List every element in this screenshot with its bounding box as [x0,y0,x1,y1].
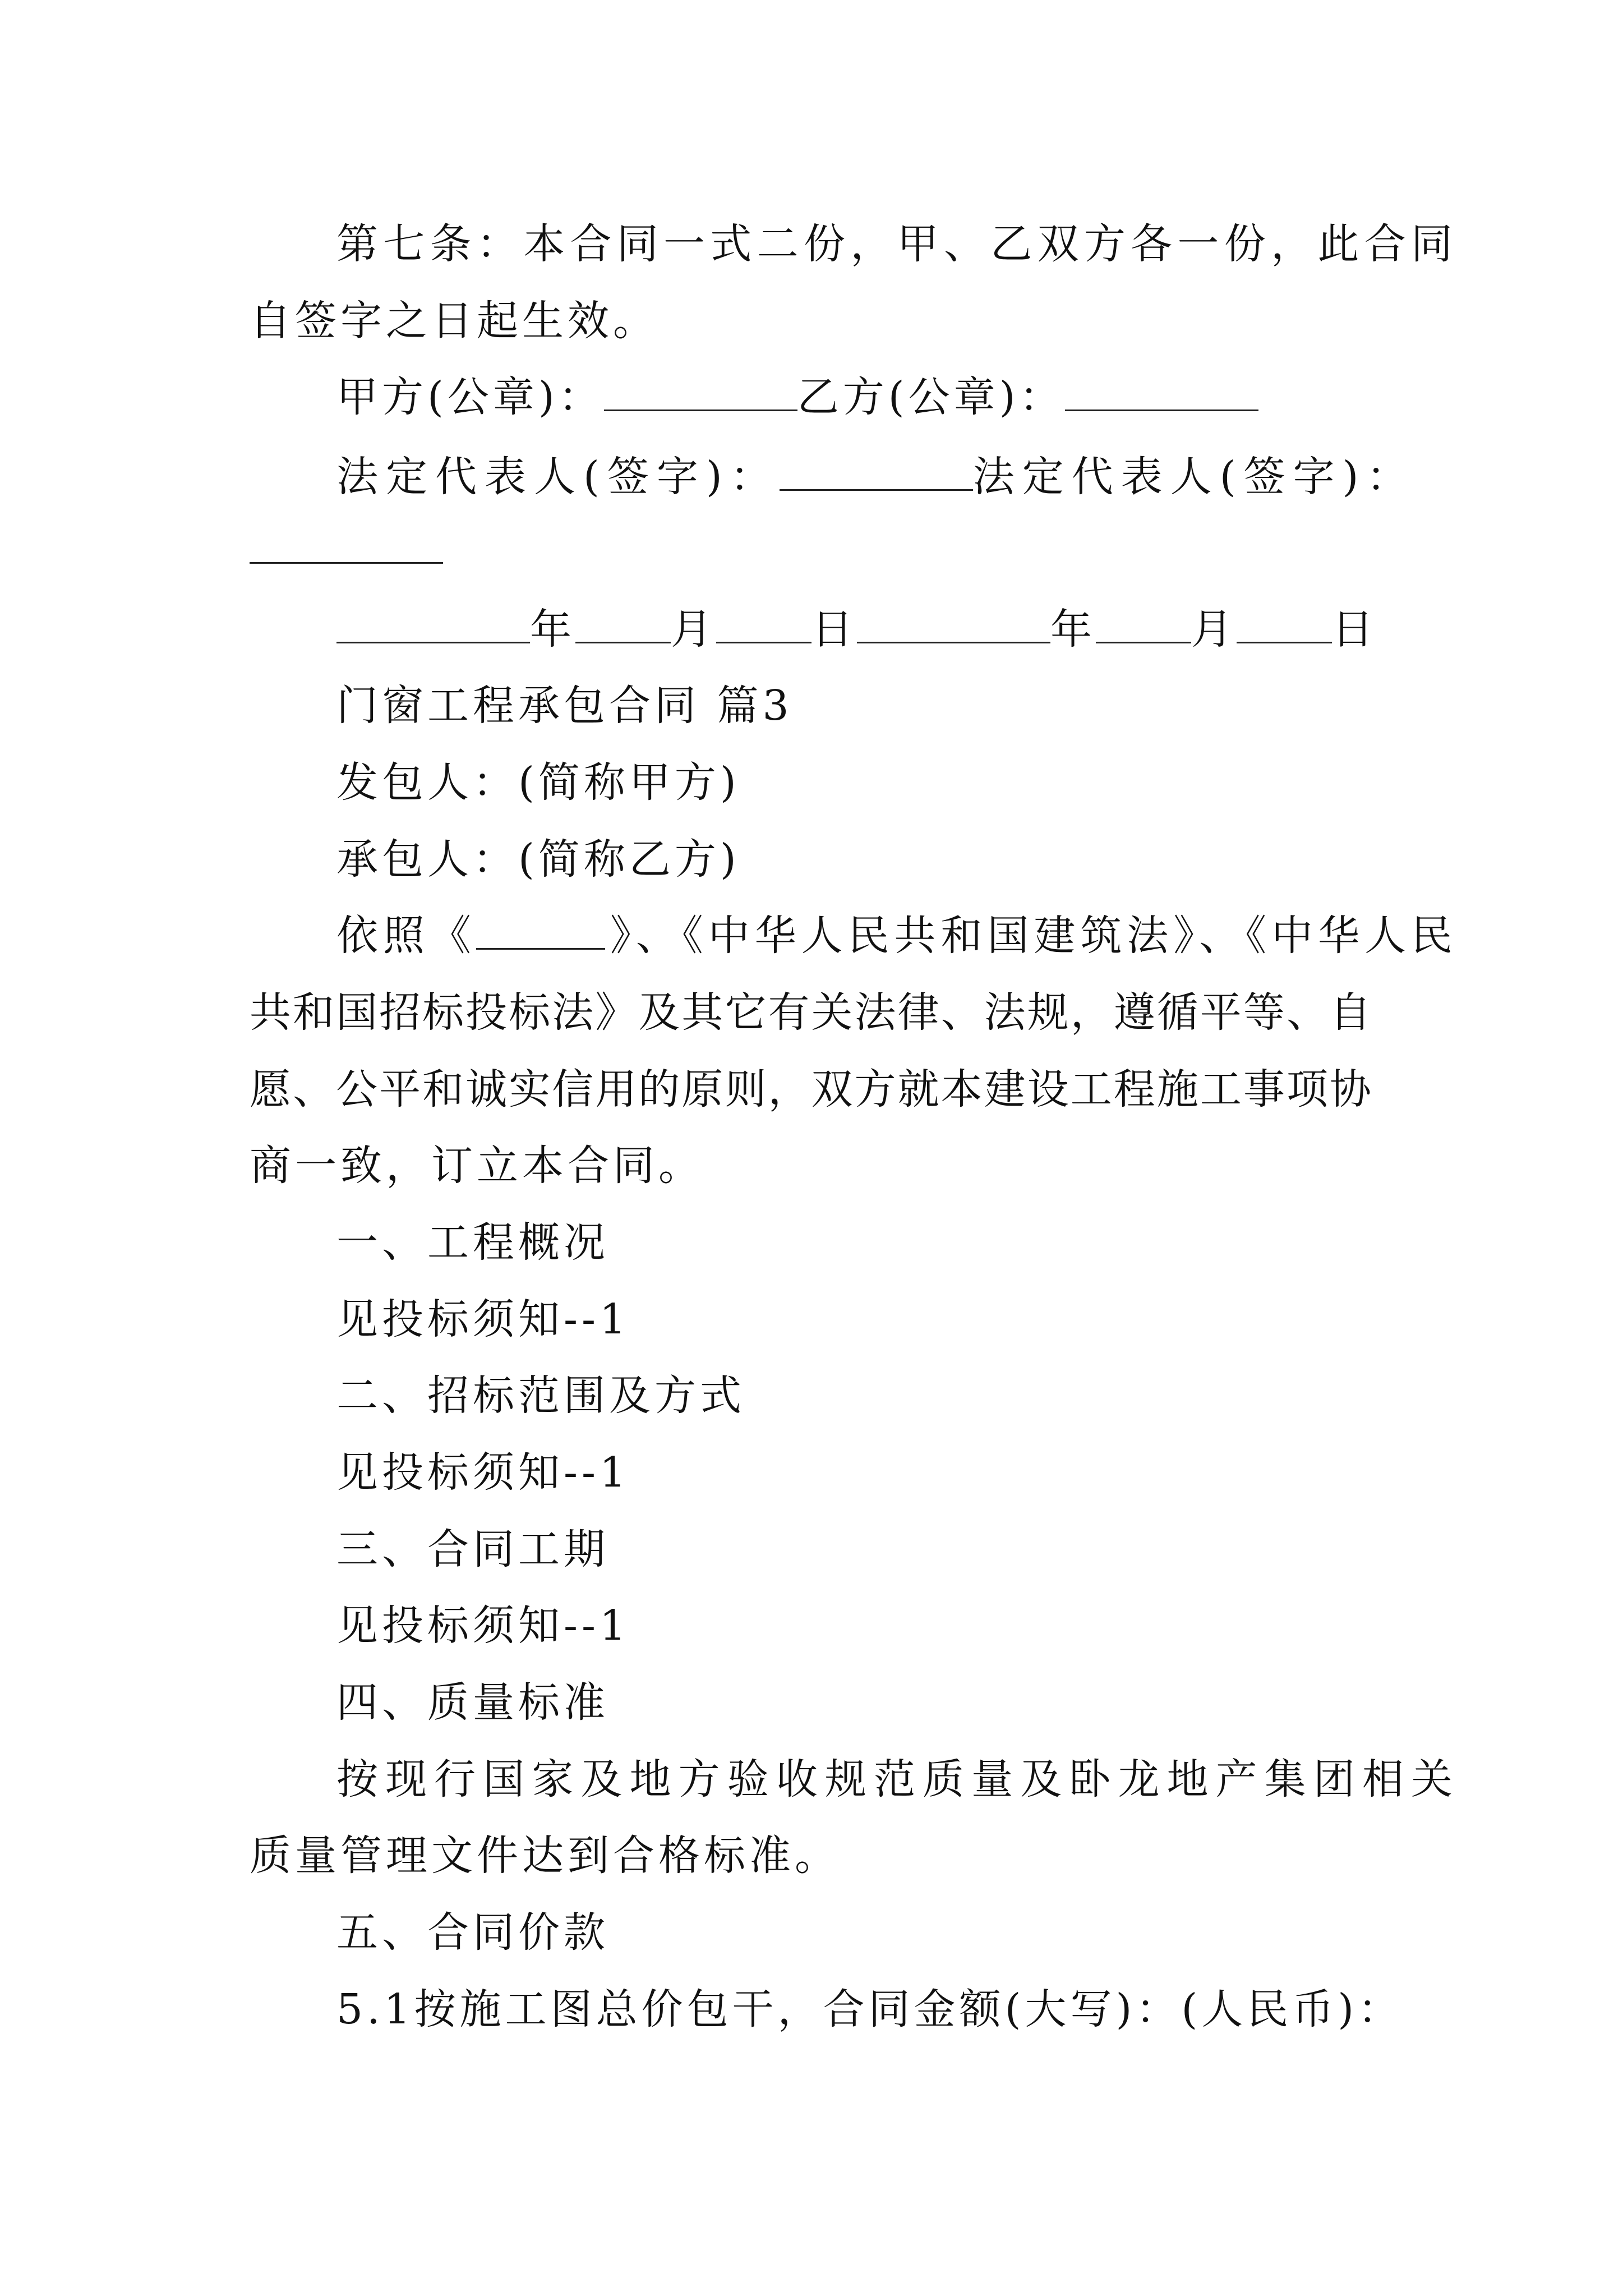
section2-title: 二、招标范围及方式 [336,1372,745,1420]
contractor-line: 承包人：(简称乙方) [336,835,740,884]
representative-line [336,449,1416,505]
basis-line4: 商一致，订立本合同。 [250,1142,704,1190]
date-a-day: 日 [811,605,857,654]
document-title: 门窗工程承包合同 篇3 [336,682,793,730]
date-b-day: 日 [1332,605,1377,654]
section1-title: 一、工程概况 [336,1218,609,1267]
clause7-line2: 自签字之日起生效。 [250,297,658,345]
section4-body-line1: 按现行国家及地方验收规范质量及卧龙地产集团相关 [336,1755,1453,1803]
basis-line3: 愿、公平和诚实信用的原则，双方就本建设工程施工事项协 [250,1065,1371,1114]
clause7-line1: 第七条：本合同一式二份，甲、乙双方各一份，此合同 [336,220,1453,268]
basis-pre: 依照《 [336,912,476,960]
section3-title: 三、合同工期 [336,1525,609,1573]
date-line [336,601,1377,657]
section3-body: 见投标须知--1 [336,1602,630,1650]
rep-a-label: 法定代表人(签字)： [336,453,780,501]
date-a-month-blank [575,607,671,643]
party-a-seal-label: 甲方(公章)： [336,373,604,421]
section4-title: 四、质量标准 [336,1678,609,1727]
basis-line1 [336,908,1453,964]
date-a-year-blank [336,607,530,643]
date-b-month: 月 [1191,605,1237,654]
section4-body-line2: 质量管理文件达到合格标准。 [250,1832,840,1880]
rep-b-label: 法定代表人(签字)： [972,453,1416,501]
date-a-month: 月 [671,605,716,654]
rep-b-blank [250,562,443,564]
party-b-seal-label: 乙方(公章)： [797,373,1065,421]
party-b-seal-blank [1065,375,1258,411]
date-b-day-blank [1237,607,1332,643]
section5-body: 5.1按施工图总价包干，合同金额(大写)：(人民币)： [336,1985,1404,2033]
rep-a-blank [780,454,973,491]
section2-body: 见投标须知--1 [336,1448,630,1497]
date-a-year: 年 [530,605,575,654]
date-b-month-blank [1096,607,1191,643]
law-name-blank [476,913,605,950]
seal-line [336,369,1258,425]
basis-line2: 共和国招标投标法》及其它有关法律、法规，遵循平等、自 [250,988,1371,1037]
party-a-seal-blank [604,375,797,411]
date-a-day-blank [716,607,811,643]
date-b-year-blank [857,607,1050,643]
section5-title: 五、合同价款 [336,1908,609,1957]
employer-line: 发包人：(简称甲方) [336,758,740,807]
date-b-year: 年 [1050,605,1096,654]
basis-post: 》、《中华人民共和国建筑法》、《中华人民 [605,912,1453,960]
section1-body: 见投标须知--1 [336,1295,630,1343]
